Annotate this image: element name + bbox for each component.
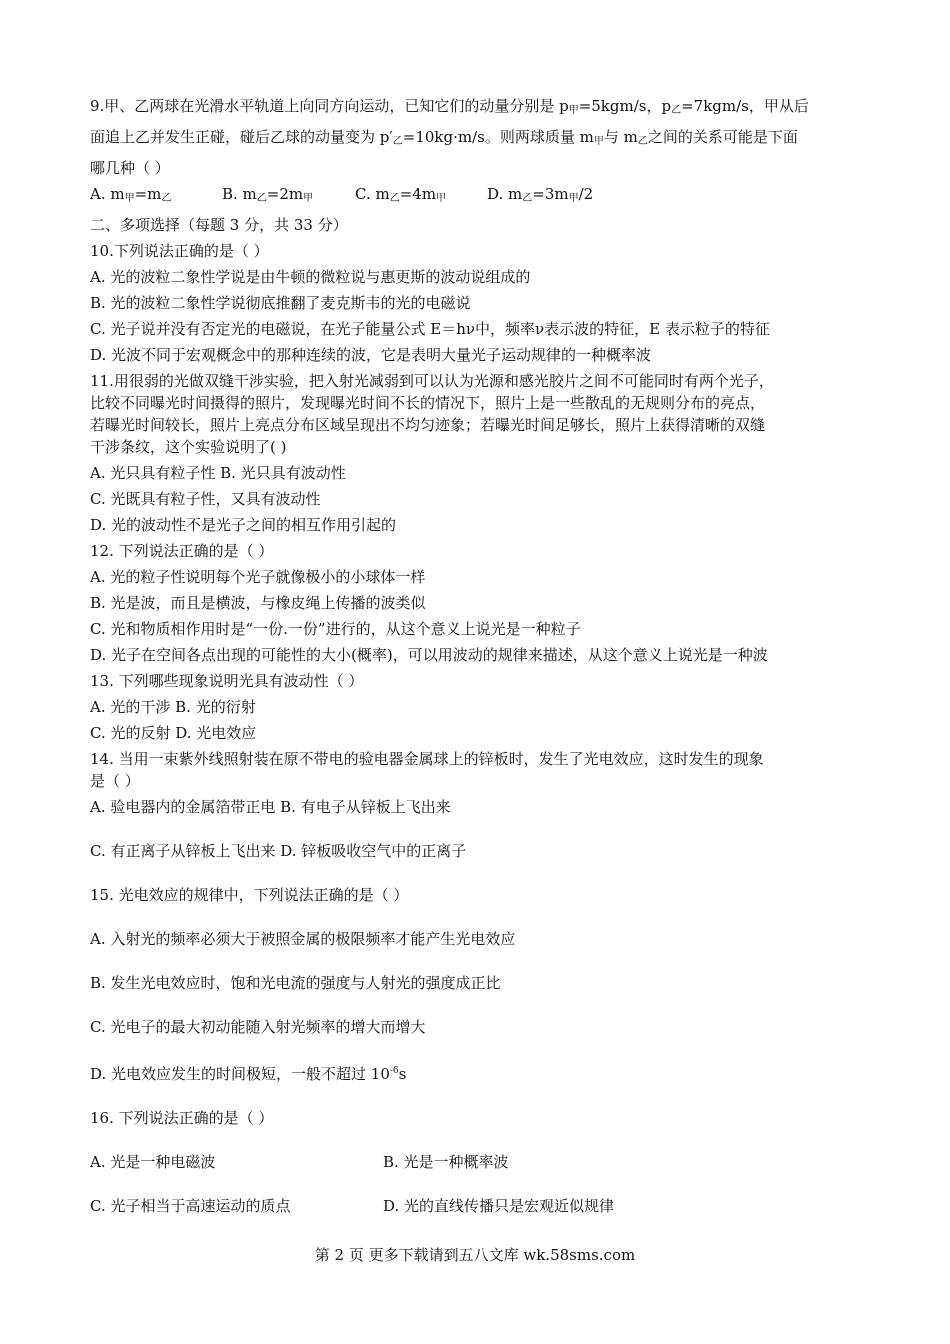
subscript: 甲 <box>303 193 314 204</box>
section-2-title: 二、多项选择（每题 3 分，共 33 分） <box>90 216 348 234</box>
subscript: 乙 <box>392 136 403 147</box>
text: C. m <box>355 185 390 203</box>
question-10-stem: 10.下列说法正确的是（ ） <box>90 242 269 260</box>
question-12-stem: 12. 下列说法正确的是（ ） <box>90 542 274 560</box>
question-9-options <box>90 183 862 210</box>
question-13-options-ab: A. 光的干涉 B. 光的衍射 <box>90 698 256 716</box>
text: D. m <box>487 185 523 203</box>
subscript: 甲 <box>568 105 579 116</box>
text: =7kgm/s，甲从后 <box>681 97 809 115</box>
subscript: 乙 <box>389 193 400 204</box>
question-12-option-a: A. 光的粒子性说明每个光子就像极小的小球体一样 <box>90 568 426 586</box>
question-content <box>90 95 862 1217</box>
question-11-options-ab: A. 光只具有粒子性 B. 光只具有波动性 <box>90 464 346 482</box>
question-14-options-cd: C. 有正离子从锌板上飞出来 D. 锌板吸收空气中的正离子 <box>90 842 467 860</box>
option-a <box>90 183 222 210</box>
question-11-option-d: D. 光的波动性不是光子之间的相互作用引起的 <box>90 516 397 534</box>
question-11-line-1: 11.用很弱的光做双缝干涉实验，把入射光减弱到可以认为光源和感光胶片之间不可能同时有两个光子， <box>90 372 774 390</box>
subscript: 甲 <box>593 136 604 147</box>
text: =5kgm/s，p <box>578 97 672 115</box>
text: =2m <box>266 185 304 203</box>
question-10-option-c: C. 光子说并没有否定光的电磁说，在光子能量公式 E＝hν中，频率ν表示波的特征，E 表示粒子的特征 <box>90 320 770 338</box>
question-15-option-b: B. 发生光电效应时，饱和光电流的强度与人射光的强度成正比 <box>90 974 501 992</box>
subscript: 甲 <box>124 193 135 204</box>
question-11-line-4: 干涉条纹，这个实验说明了( ) <box>90 438 287 456</box>
subscript: 甲 <box>436 193 447 204</box>
subscript: 甲 <box>568 193 579 204</box>
subscript: 乙 <box>671 105 682 116</box>
question-10-option-a: A. 光的波粒二象性学说是由牛顿的微粒说与惠更斯的波动说组成的 <box>90 268 531 286</box>
question-15-option-a: A. 入射光的频率必须大于被照金属的极限频率才能产生光电效应 <box>90 930 516 948</box>
subscript: 乙 <box>161 193 172 204</box>
question-16-stem: 16. 下列说法正确的是（ ） <box>90 1109 274 1127</box>
subscript: 乙 <box>522 193 533 204</box>
question-13-stem: 13. 下列哪些现象说明光具有波动性（ ） <box>90 672 364 690</box>
question-10-option-d: D. 光波不同于宏观概念中的那种连续的波，它是表明大量光子运动规律的一种概率波 <box>90 346 652 364</box>
question-9-line-1 <box>90 95 862 122</box>
text: B. m <box>222 185 257 203</box>
option-c <box>355 183 487 210</box>
question-9-line-2 <box>90 126 862 153</box>
question-10-option-b: B. 光的波粒二象性学说彻底推翻了麦克斯韦的光的电磁说 <box>90 294 471 312</box>
question-14-options-ab: A. 验电器内的金属箔带正电 B. 有电子从锌板上飞出来 <box>90 798 451 816</box>
question-11-option-c: C. 光既具有粒子性，又具有波动性 <box>90 490 321 508</box>
superscript: -6 <box>389 1066 399 1076</box>
text: D. 光电效应发生的时间极短，一般不超过 10 <box>90 1065 390 1083</box>
question-11-line-3: 若曝光时间较长，照片上亮点分布区域呈现出不均匀迹象；若曝光时间足够长，照片上获得清晰的双缝 <box>90 416 766 434</box>
question-15-option-c: C. 光电子的最大初动能随入射光频率的增大而增大 <box>90 1018 426 1036</box>
question-16-options-cd <box>90 1195 862 1217</box>
option-c: C. 光子相当于高速运动的质点 <box>90 1197 291 1215</box>
text: =4m <box>399 185 437 203</box>
question-14-line-2: 是（ ） <box>90 772 140 790</box>
text: =3m <box>532 185 569 203</box>
text: 面追上乙并发生正碰，碰后乙球的动量变为 p′ <box>90 128 393 146</box>
question-13-options-cd: C. 光的反射 D. 光电效应 <box>90 724 257 742</box>
question-14-line-1: 14. 当用一束紫外线照射装在原不带电的验电器金属球上的锌板时，发生了光电效应，这时发生的现象 <box>90 750 764 768</box>
question-15-stem: 15. 光电效应的规律中，下列说法正确的是（ ） <box>90 886 409 904</box>
text: /2 <box>578 185 594 203</box>
text: A. m <box>90 185 125 203</box>
question-16-options-ab <box>90 1151 862 1173</box>
text: =10kg·m/s。则两球质量 m <box>402 128 594 146</box>
option-a: A. 光是一种电磁波 <box>90 1153 216 1171</box>
option-b <box>222 183 355 210</box>
question-9-line-3: 哪几种（ ） <box>90 159 170 177</box>
question-11-line-2: 比较不同曝光时间摄得的照片，发现曝光时间不长的情况下，照片上是一些散乱的无规则分布的亮点， <box>90 394 766 412</box>
option-b: B. 光是一种概率波 <box>383 1153 509 1171</box>
option-d <box>487 183 593 210</box>
text: s <box>398 1065 407 1083</box>
subscript: 乙 <box>256 193 267 204</box>
question-12-option-d: D. 光子在空间各点出现的可能性的大小(概率)，可以用波动的规律来描述，从这个意义上说光是一种波 <box>90 646 768 664</box>
text: 与 m <box>603 128 638 146</box>
text: 9.甲、乙两球在光滑水平轨道上向同方向运动，已知它们的动量分别是 p <box>90 97 569 115</box>
text: =m <box>134 185 162 203</box>
question-15-option-d <box>90 1060 862 1085</box>
subscript: 乙 <box>637 136 648 147</box>
question-12-option-c: C. 光和物质相作用时是“一份.一份”进行的，从这个意义上说光是一种粒子 <box>90 620 581 638</box>
page-footer: 第 2 页 更多下载请到五八文库 wk.58sms.com <box>314 1246 636 1264</box>
question-12-option-b: B. 光是波，而且是横波，与橡皮绳上传播的波类似 <box>90 594 426 612</box>
option-d: D. 光的直线传播只是宏观近似规律 <box>383 1197 615 1215</box>
text: 之间的关系可能是下面 <box>647 128 798 146</box>
